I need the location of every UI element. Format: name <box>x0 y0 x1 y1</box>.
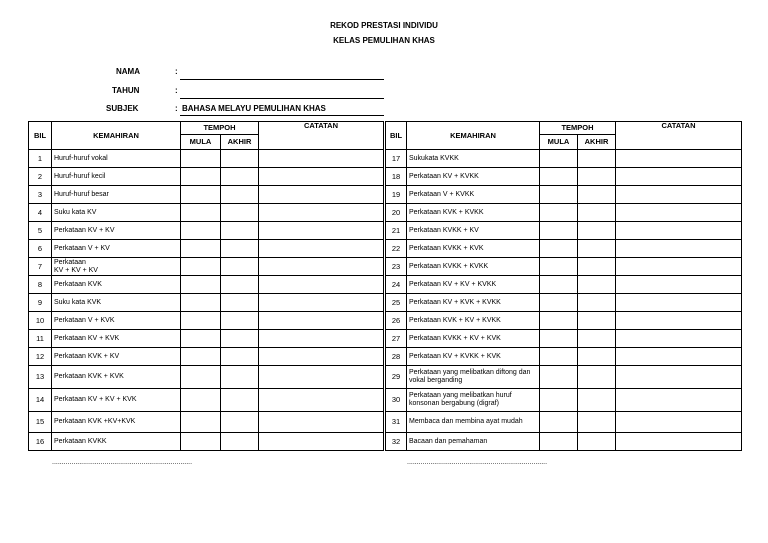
akhir-cell[interactable] <box>221 330 259 348</box>
mula-cell[interactable] <box>540 186 578 204</box>
catatan-cell[interactable] <box>616 150 742 168</box>
mula-cell[interactable] <box>540 204 578 222</box>
mula-cell[interactable] <box>181 366 221 389</box>
mula-cell[interactable] <box>181 222 221 240</box>
kemahiran-cell: Perkataan KVK <box>52 276 181 294</box>
akhir-cell[interactable] <box>578 330 616 348</box>
table-row <box>29 366 742 389</box>
akhir-cell[interactable] <box>578 294 616 312</box>
akhir-cell[interactable] <box>221 348 259 366</box>
catatan-cell[interactable] <box>616 366 742 389</box>
bil-cell: 17 <box>386 150 407 168</box>
kemahiran-cell: Perkataan KV + KVKK + KVK <box>407 348 540 366</box>
tahun-colon: : <box>175 86 178 95</box>
bil-cell: 12 <box>29 348 52 366</box>
tahun-label: TAHUN <box>112 86 140 95</box>
mula-cell[interactable] <box>540 150 578 168</box>
table-row <box>29 258 742 276</box>
catatan-cell[interactable] <box>259 258 384 276</box>
akhir-header: AKHIR <box>221 135 259 150</box>
bil-cell: 28 <box>386 348 407 366</box>
bil-cell: 15 <box>29 412 52 433</box>
kemahiran-cell: Suku kata KVK <box>52 294 181 312</box>
catatan-cell[interactable] <box>259 186 384 204</box>
kemahiran-cell: Perkataan V + KVKK <box>407 186 540 204</box>
akhir-cell[interactable] <box>221 186 259 204</box>
catatan-cell[interactable] <box>616 168 742 186</box>
kemahiran-cell: Perkataan KV + KVK <box>52 330 181 348</box>
mula-cell[interactable] <box>540 222 578 240</box>
document-subtitle: KELAS PEMULIHAN KHAS <box>333 36 435 45</box>
bil-cell: 8 <box>29 276 52 294</box>
kemahiran-cell: Perkataan KVK + KV + KVKK <box>407 312 540 330</box>
bil-cell: 29 <box>386 366 407 389</box>
catatan-cell[interactable] <box>616 312 742 330</box>
catatan-cell[interactable] <box>616 389 742 412</box>
catatan-cell[interactable] <box>616 294 742 312</box>
bil-cell: 30 <box>386 389 407 412</box>
mula-cell[interactable] <box>181 204 221 222</box>
mula-cell[interactable] <box>181 186 221 204</box>
subjek-colon: : <box>175 104 178 113</box>
kemahiran-cell: Perkataan KV + KV + KVK <box>52 389 181 412</box>
kemahiran-cell: Perkataan KVKK + KV <box>407 222 540 240</box>
akhir-cell[interactable] <box>578 348 616 366</box>
akhir-cell[interactable] <box>221 240 259 258</box>
table-row <box>29 204 742 222</box>
mula-cell[interactable] <box>540 366 578 389</box>
akhir-cell[interactable] <box>578 412 616 433</box>
bil-header: BIL <box>29 122 52 150</box>
akhir-cell[interactable] <box>221 276 259 294</box>
kemahiran-cell: Perkataan KV + KV + KV <box>52 258 181 276</box>
mula-cell[interactable] <box>540 258 578 276</box>
catatan-cell[interactable] <box>259 168 384 186</box>
kemahiran-cell: Perkataan KVK + KV <box>52 348 181 366</box>
kemahiran-cell: Huruf-huruf kecil <box>52 168 181 186</box>
bil-cell: 25 <box>386 294 407 312</box>
kemahiran-cell: Perkataan yang melibatkan diftong dan vokal berganding <box>407 366 540 389</box>
mula-cell[interactable] <box>181 389 221 412</box>
kemahiran-cell: Perkataan KV + KVKK <box>407 168 540 186</box>
catatan-cell[interactable] <box>616 204 742 222</box>
akhir-cell[interactable] <box>578 204 616 222</box>
table-row <box>29 168 742 186</box>
mula-cell[interactable] <box>181 150 221 168</box>
table-row <box>29 348 742 366</box>
table-row <box>29 222 742 240</box>
akhir-cell[interactable] <box>578 222 616 240</box>
catatan-header-right: CATATAN <box>616 122 742 150</box>
catatan-cell[interactable] <box>616 412 742 433</box>
kemahiran-header-right: KEMAHIRAN <box>407 122 540 150</box>
akhir-cell[interactable] <box>221 204 259 222</box>
bil-cell: 16 <box>29 433 52 451</box>
bil-cell: 19 <box>386 186 407 204</box>
kemahiran-cell: Perkataan KVK +KV+KVK <box>52 412 181 433</box>
bil-cell: 11 <box>29 330 52 348</box>
mula-cell[interactable] <box>540 294 578 312</box>
kemahiran-cell: Perkataan KV + KV + KVKK <box>407 276 540 294</box>
subjek-value: BAHASA MELAYU PEMULIHAN KHAS <box>182 104 326 113</box>
catatan-cell[interactable] <box>259 150 384 168</box>
kemahiran-cell: Perkataan KVKK + KVKK <box>407 258 540 276</box>
catatan-cell[interactable] <box>616 330 742 348</box>
kemahiran-cell: Bacaan dan pemahaman <box>407 433 540 451</box>
bil-cell: 5 <box>29 222 52 240</box>
akhir-cell[interactable] <box>578 389 616 412</box>
catatan-cell[interactable] <box>616 348 742 366</box>
akhir-cell[interactable] <box>578 312 616 330</box>
kemahiran-cell: Perkataan KV + KV <box>52 222 181 240</box>
kemahiran-cell: Perkataan V + KV <box>52 240 181 258</box>
mula-cell[interactable] <box>540 312 578 330</box>
bil-cell: 13 <box>29 366 52 389</box>
kemahiran-cell: Huruf-huruf vokal <box>52 150 181 168</box>
bil-cell: 3 <box>29 186 52 204</box>
bil-cell: 21 <box>386 222 407 240</box>
table-row <box>29 150 742 168</box>
akhir-cell[interactable] <box>221 258 259 276</box>
akhir-cell[interactable] <box>221 433 259 451</box>
bil-cell: 32 <box>386 433 407 451</box>
bil-cell: 20 <box>386 204 407 222</box>
catatan-cell[interactable] <box>259 294 384 312</box>
kemahiran-cell: Perkataan KV + KVK + KVKK <box>407 294 540 312</box>
akhir-cell[interactable] <box>221 412 259 433</box>
akhir-cell[interactable] <box>578 168 616 186</box>
mula-cell[interactable] <box>181 412 221 433</box>
catatan-cell[interactable] <box>259 330 384 348</box>
bil-header-right: BIL <box>386 122 407 150</box>
mula-cell[interactable] <box>540 389 578 412</box>
subjek-field <box>180 115 384 116</box>
mula-cell[interactable] <box>181 433 221 451</box>
bil-cell: 10 <box>29 312 52 330</box>
catatan-cell[interactable] <box>259 433 384 451</box>
mula-cell[interactable] <box>540 168 578 186</box>
table-row <box>29 412 742 433</box>
catatan-cell[interactable] <box>259 348 384 366</box>
mula-cell[interactable] <box>181 348 221 366</box>
kemahiran-cell: Perkataan KVKK + KVK <box>407 240 540 258</box>
table-row <box>29 330 742 348</box>
catatan-cell[interactable] <box>259 276 384 294</box>
catatan-cell[interactable] <box>616 240 742 258</box>
bil-cell: 27 <box>386 330 407 348</box>
mula-cell[interactable] <box>540 433 578 451</box>
akhir-cell[interactable] <box>221 312 259 330</box>
kemahiran-cell: Suku kata KV <box>52 204 181 222</box>
akhir-cell[interactable] <box>578 258 616 276</box>
kemahiran-cell: Membaca dan membina ayat mudah <box>407 412 540 433</box>
akhir-cell[interactable] <box>578 276 616 294</box>
table-row <box>29 312 742 330</box>
akhir-cell[interactable] <box>578 240 616 258</box>
kemahiran-cell: Perkataan KVKK + KV + KVK <box>407 330 540 348</box>
bil-cell: 7 <box>29 258 52 276</box>
bil-cell: 6 <box>29 240 52 258</box>
mula-cell[interactable] <box>540 348 578 366</box>
mula-cell[interactable] <box>181 258 221 276</box>
signature-line-right: ........................................................................ <box>407 459 548 466</box>
table-row <box>29 389 742 412</box>
mula-cell[interactable] <box>540 412 578 433</box>
document-title: REKOD PRESTASI INDIVIDU <box>330 21 438 30</box>
tempoh-header: TEMPOH <box>181 122 259 135</box>
bil-cell: 22 <box>386 240 407 258</box>
bil-cell: 18 <box>386 168 407 186</box>
bil-cell: 24 <box>386 276 407 294</box>
catatan-cell[interactable] <box>616 433 742 451</box>
kemahiran-cell: Perkataan V + KVK <box>52 312 181 330</box>
catatan-cell[interactable] <box>259 240 384 258</box>
akhir-cell[interactable] <box>578 433 616 451</box>
table-row <box>29 240 742 258</box>
kemahiran-cell: Perkataan KVKK <box>52 433 181 451</box>
table-row <box>29 433 742 451</box>
mula-cell[interactable] <box>181 330 221 348</box>
kemahiran-cell: Perkataan KVK + KVK <box>52 366 181 389</box>
akhir-cell[interactable] <box>221 366 259 389</box>
akhir-cell[interactable] <box>221 222 259 240</box>
catatan-cell[interactable] <box>616 276 742 294</box>
table-row <box>29 276 742 294</box>
catatan-cell[interactable] <box>259 312 384 330</box>
akhir-cell[interactable] <box>221 168 259 186</box>
nama-field[interactable] <box>180 79 384 80</box>
akhir-cell[interactable] <box>221 389 259 412</box>
kemahiran-header: KEMAHIRAN <box>52 122 181 150</box>
bil-cell: 26 <box>386 312 407 330</box>
kemahiran-cell: Perkataan KVK + KVKK <box>407 204 540 222</box>
bil-cell: 4 <box>29 204 52 222</box>
catatan-cell[interactable] <box>259 412 384 433</box>
catatan-cell[interactable] <box>259 366 384 389</box>
catatan-cell[interactable] <box>259 222 384 240</box>
bil-cell: 1 <box>29 150 52 168</box>
bil-cell: 14 <box>29 389 52 412</box>
catatan-cell[interactable] <box>616 258 742 276</box>
table-row <box>29 294 742 312</box>
subjek-label: SUBJEK <box>106 104 139 113</box>
kemahiran-cell: Perkataan yang melibatkan huruf konsonan bergabung (digraf) <box>407 389 540 412</box>
mula-cell[interactable] <box>181 240 221 258</box>
akhir-cell[interactable] <box>578 186 616 204</box>
tempoh-header-right: TEMPOH <box>540 122 616 135</box>
mula-cell[interactable] <box>181 276 221 294</box>
nama-label: NAMA <box>116 67 140 76</box>
mula-cell[interactable] <box>540 276 578 294</box>
mula-header: MULA <box>181 135 221 150</box>
kemahiran-cell: Huruf-huruf besar <box>52 186 181 204</box>
akhir-cell[interactable] <box>221 150 259 168</box>
kemahiran-cell: Sukukata KVKK <box>407 150 540 168</box>
mula-cell[interactable] <box>181 168 221 186</box>
akhir-cell[interactable] <box>578 150 616 168</box>
mula-header-right: MULA <box>540 135 578 150</box>
bil-cell: 2 <box>29 168 52 186</box>
catatan-cell[interactable] <box>616 222 742 240</box>
mula-cell[interactable] <box>540 240 578 258</box>
bil-cell: 23 <box>386 258 407 276</box>
bil-cell: 31 <box>386 412 407 433</box>
akhir-cell[interactable] <box>578 366 616 389</box>
record-table <box>28 121 742 451</box>
mula-cell[interactable] <box>181 312 221 330</box>
catatan-cell[interactable] <box>616 186 742 204</box>
akhir-cell[interactable] <box>221 294 259 312</box>
nama-colon: : <box>175 67 178 76</box>
signature-line-left: ........................................................................ <box>52 459 193 466</box>
table-row <box>29 186 742 204</box>
mula-cell[interactable] <box>181 294 221 312</box>
mula-cell[interactable] <box>540 330 578 348</box>
bil-cell: 9 <box>29 294 52 312</box>
akhir-header-right: AKHIR <box>578 135 616 150</box>
catatan-cell[interactable] <box>259 204 384 222</box>
catatan-header: CATATAN <box>259 122 384 150</box>
tahun-field[interactable] <box>180 98 384 99</box>
catatan-cell[interactable] <box>259 389 384 412</box>
